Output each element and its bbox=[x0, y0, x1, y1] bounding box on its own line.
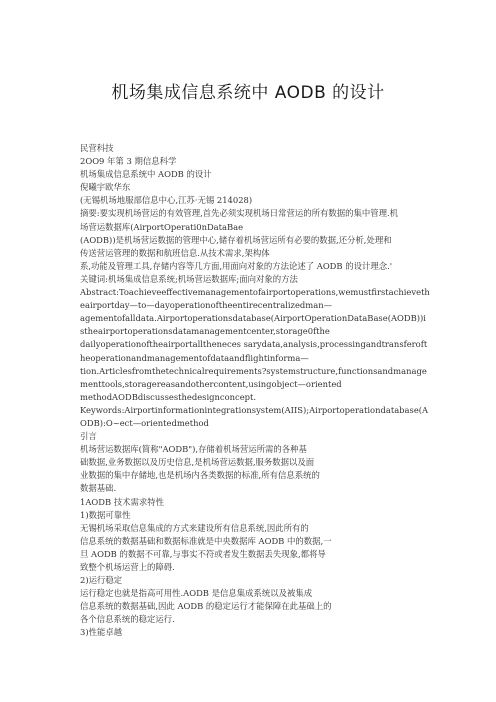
abstract-cn-line: 摘要:要实现机场营运的有效管理,首先必须实现机场日常营运的所有数据的集中管理.机 bbox=[80, 208, 399, 219]
keywords-cn: 关键词:机场集成信息系统;机场营运数据库;面向对象的方法 bbox=[80, 273, 298, 284]
affiliation: (无锡机场地服部信息中心,江苏·无锡 214028) bbox=[80, 195, 253, 206]
paragraph-line: 运行稳定也就是指高可用性.AODB 是信息集成系统以及被集成 bbox=[80, 588, 313, 599]
paragraph-line: 无锡机场采取信息集成的方式来建设所有信息系统,因此所有的 bbox=[80, 522, 309, 533]
abstract-en-line: methodAODBdiscussesthedesignconcept. bbox=[80, 391, 257, 402]
paragraph-line: 数据基础. bbox=[80, 483, 117, 494]
journal-name: 民营科技 bbox=[80, 143, 114, 153]
abstract-cn-line: 场营运数据库(AirportOperati0nDataBae bbox=[80, 221, 244, 232]
journal-issue: 2OO9 年第 3 期信息科学 bbox=[80, 156, 177, 167]
abstract-cn-line: 系,功能及管理工具,存储内容等几方面,用面向对象的方法论述了 AODB 的设计理念.' bbox=[80, 260, 393, 271]
section-heading-intro: 引言 bbox=[80, 431, 97, 442]
abstract-en-line: Abstract:Toachieveeffectivemanagementofairportoperations,wemustfirstachievetheairportday—to—dayoperationoftheentirecentralizedman— bbox=[80, 287, 430, 311]
section-heading-1: 1AODB 技术需求特性 bbox=[80, 496, 165, 507]
paragraph-line: 机场营运数据库(简称"AODB"),存储着机场营运所需的各种基 bbox=[80, 444, 307, 455]
abstract-cn-line: 传送营运管理的数据和航班信息.从技术需求,架构体 bbox=[80, 247, 270, 258]
paragraph-line: 致整个机场运营上的障碍. bbox=[80, 562, 175, 572]
abstract-en-line: agementofalldata.Airportoperationsdatabase(AirportOperationDataBase(AODB))istheairportoperationsdatamanagementcenter,storage0fthe bbox=[80, 313, 426, 337]
paragraph-line: 信息系统的数据基础和数据标准就是中央数据库 AODB 中的数据,一 bbox=[80, 535, 332, 546]
paragraph-line: 各个信息系统的稳定运行. bbox=[80, 614, 175, 625]
document-title: 机场集成信息系统中 AODB 的设计 bbox=[111, 83, 385, 103]
paragraph-line: 信息系统的数据基础,因此 AODB 的稳定运行才能保障在此基础上的 bbox=[80, 601, 332, 612]
abstract-cn-line: (AODB))是机场营运数据的管理中心,储存着机场营运所有必要的数据,还分析,处理和 bbox=[80, 234, 392, 245]
paragraph-line: 业数据的集中存储地,也是机场内各类数据的标准,所有信息系统的 bbox=[80, 470, 320, 481]
subheading-data-reliability: 1)数据可靠性 bbox=[80, 509, 131, 520]
abstract-en-line: tion.Articlesfromthetechnicalrequirements?systemstructure,functionsandmanagementtools,storagereasandothercontent,usingobject—oriented bbox=[80, 365, 427, 389]
document-body bbox=[80, 142, 430, 640]
abstract-en-line: dailyoperationoftheairportalltheneces sarydata,analysis,processingandtransferoftheoperationandmanagementofdataandflightinforma— bbox=[80, 339, 428, 363]
keywords-en: Keywords:Airportinformationintegrationsystem(AIIS);Airportoperationdatabase(AODB):O~ect—orientedmethod bbox=[80, 404, 429, 428]
authors: 倪曦宇欧华东 bbox=[80, 182, 131, 193]
subheading-performance: 3)性能卓越 bbox=[80, 627, 123, 638]
paragraph-line: 旦 AODB 的数据不可靠,与事实不符或者发生数据丢失现象,都将导 bbox=[80, 548, 326, 559]
subheading-stable-operation: 2)运行稳定 bbox=[80, 575, 123, 586]
paragraph-line: 础数据,业务数据以及历史信息,是机场营运数据,服务数据以及面 bbox=[80, 457, 315, 468]
article-title-line: 机场集成信息系统中 AODB 的设计 bbox=[80, 169, 212, 180]
